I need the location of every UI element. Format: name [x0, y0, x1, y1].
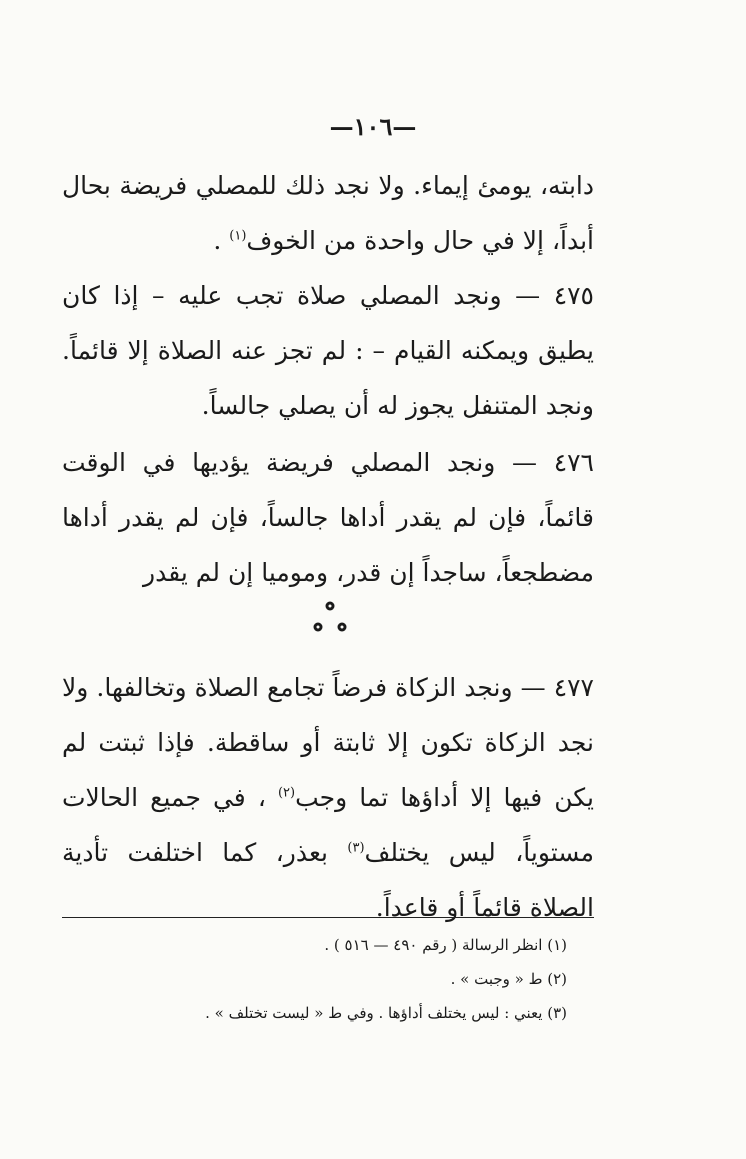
- page-number: —١٠٦—: [329, 112, 417, 141]
- paragraph-477-text-b: ، في جميع الحالات مستوياً، ليس يختلف: [62, 783, 594, 867]
- footnote-ref-3: (٣): [347, 840, 365, 856]
- section-ornament-icon: [305, 598, 355, 638]
- footnotes: [62, 928, 567, 1030]
- paragraph-477-text-c: بعذر، كما اختلفت تأدية الصلاة قائماً أو قاعداً.: [62, 838, 594, 922]
- footnote-ref-2: (٢): [277, 785, 296, 801]
- paragraph-477: [62, 660, 594, 935]
- paragraph-1-text: دابته، يومئ إيماء. ولا نجد ذلك للمصلي فريضة بحال أبداً، إلا في حال واحدة من الخوف: [62, 171, 594, 255]
- footnote-2: (٢) ط « وجبت » .: [450, 970, 567, 988]
- footnote-divider: [62, 917, 594, 918]
- footnote-1: (١) انظر الرسالة ( رقم ٤٩٠ — ٥١٦ ) .: [324, 936, 567, 954]
- paragraph-476: ٤٧٦ — ونجد المصلي فريضة يؤديها في الوقت قائماً، فإن لم يقدر أداها جالساً، فإن لم يقدر أداها مضطجعاً، ساجداً إن قدر، وموميا إن لم يقدر: [62, 448, 594, 587]
- paragraph-475: ٤٧٥ — ونجد المصلي صلاة تجب عليه – إذا كان يطيق ويمكنه القيام – : لم تجز عنه الصلاة إلا قائماً. ونجد المتنفل يجوز له أن يصلي جالساً.: [62, 281, 594, 420]
- footnote-3: (٣) يعني : ليس يختلف أداؤها . وفي ط « ليست تختلف » .: [205, 1004, 567, 1022]
- footnote-ref-1: (١): [229, 228, 247, 244]
- paragraph-1: [62, 158, 594, 268]
- paragraph-477-text-a: ٤٧٧ — ونجد الزكاة فرضاً تجامع الصلاة وتخالفها. ولا نجد الزكاة تكون إلا ثابتة أو ساقطة. فإذا ثبتت لم يكن فيها إلا أداؤها تما وجب: [62, 673, 594, 812]
- paragraph-1-end: .: [213, 226, 230, 255]
